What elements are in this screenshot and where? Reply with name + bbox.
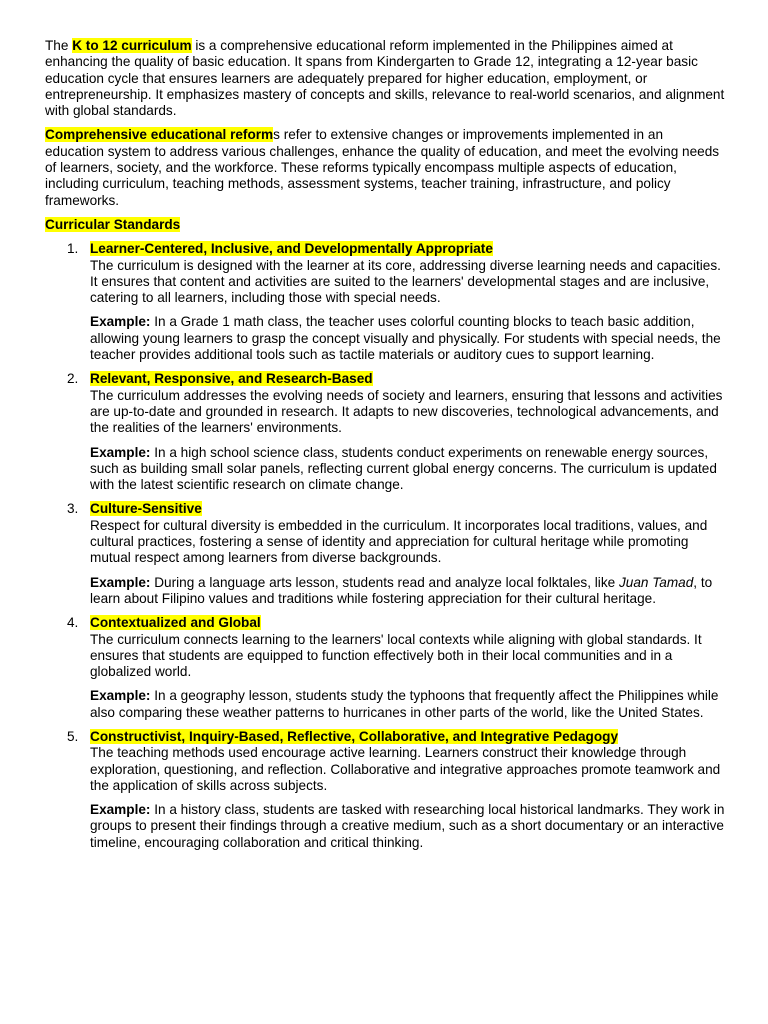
standard-title-text: Constructivist, Inquiry-Based, Reflective, Collaborative, and Integrative Pedagogy — [90, 728, 619, 744]
example-text: In a geography lesson, students study the typhoons that frequently affect the Philippines while also comparing these weather patterns to hurricanes in other parts of the world, like the United States. — [90, 688, 719, 720]
standard-title — [90, 371, 725, 387]
example-label: Example: — [90, 802, 151, 818]
standard-example — [90, 802, 725, 851]
standard-title-text: Culture-Sensitive — [90, 501, 202, 517]
standard-number: 5. — [67, 728, 79, 744]
intro-body: is a comprehensive educational reform implemented in the Philippines aimed at enhancing the quality of basic education. It spans from Kindergarten to Grade 12, integrating a 12-year basic education cycle that ensures learners are adequately prepared for higher education, employment, or entrepreneurship. It emphasizes mastery of concepts and skills, relevance to real-world scenarios, and alignment with global standards. — [45, 38, 725, 119]
standard-number: 3. — [67, 501, 79, 517]
standard-description: The curriculum connects learning to the learners' local contexts while aligning with global standards. It ensures that students are equipped to function effectively both in their local communities and in a globalized world. — [90, 631, 702, 680]
section-heading-text: Curricular Standards — [45, 216, 181, 232]
intro-pre: The — [45, 38, 73, 53]
standard-title-text: Contextualized and Global — [90, 615, 261, 631]
intro-paragraph — [45, 38, 725, 119]
example-label: Example: — [90, 688, 151, 704]
standard-example — [90, 314, 725, 363]
standard-example — [90, 445, 725, 494]
folktale-title: Juan Tamad — [618, 574, 694, 590]
standard-number: 2. — [67, 371, 79, 387]
standard-number: 4. — [67, 615, 79, 631]
standard-title — [90, 729, 725, 745]
reforms-paragraph — [45, 127, 725, 208]
section-heading — [45, 217, 725, 233]
standard-number: 1. — [67, 241, 79, 257]
k12-highlight: K to 12 curriculum — [72, 38, 192, 53]
standard-example — [90, 575, 725, 608]
standards-list — [45, 241, 725, 851]
example-text: In a history class, students are tasked with researching local historical landmarks. They work in groups to present their findings through a creative medium, such as a short documentary or an interactive timeline, encouraging collaboration and critical thinking. — [90, 802, 725, 850]
standard-title — [90, 501, 725, 517]
example-text-pre: During a language arts lesson, students read and analyze local folktales, like — [150, 574, 619, 590]
example-label: Example: — [90, 574, 151, 590]
standard-item — [45, 729, 725, 851]
example-label: Example: — [90, 444, 151, 460]
example-text: In a high school science class, students conduct experiments on renewable energy sources, such as building small solar panels, reflecting current global energy concerns. The curriculum is updated with the latest scientific research on climate change. — [90, 444, 717, 493]
example-label: Example: — [90, 314, 151, 330]
standard-example — [90, 688, 725, 721]
standard-description: The teaching methods used encourage active learning. Learners construct their knowledge through exploration, questioning, and reflection. Collaborative and integrative approaches promote teamwork and the application of skills across subjects. — [90, 745, 721, 793]
standard-item — [45, 371, 725, 493]
standard-description: The curriculum addresses the evolving needs of society and learners, ensuring that lessons and activities are up-to-date and grounded in research. It adapts to new discoveries, technological advancements, and the realities of the learners' environments. — [90, 387, 723, 436]
reforms-body: s refer to extensive changes or improvements implemented in an education system to address various challenges, enhance the quality of education, and meet the evolving needs of learners, society, and the workforce. These reforms typically encompass multiple aspects of education, including curriculum, teaching methods, assessment systems, teacher training, infrastructure, and policy frameworks. — [45, 127, 720, 208]
standard-description: The curriculum is designed with the learner at its core, addressing diverse learning needs and capacities. It ensures that content and activities are suited to the learners' developmental stages and are inclusive, catering to all learners, including those with special needs. — [90, 257, 721, 306]
standard-item — [45, 615, 725, 721]
standard-description: Respect for cultural diversity is embedded in the curriculum. It incorporates local traditions, values, and cultural practices, fostering a sense of identity and appreciation for cultural heritage while promoting mutual respect among learners from diverse backgrounds. — [90, 517, 708, 566]
standard-title — [90, 615, 725, 631]
standard-title — [90, 241, 725, 257]
document-page — [45, 38, 725, 859]
standard-title-text: Learner-Centered, Inclusive, and Developmentally Appropriate — [90, 241, 493, 257]
standard-title-text: Relevant, Responsive, and Research-Based — [90, 371, 373, 387]
standard-item — [45, 241, 725, 363]
example-text-post: , to learn about Filipino values and traditions while fostering appreciation for their cultural heritage. — [90, 574, 713, 606]
standard-item — [45, 501, 725, 607]
example-text: In a Grade 1 math class, the teacher uses colorful counting blocks to teach basic addition, allowing young learners to grasp the concept visually and physically. For students with special needs, the teacher provides additional tools such as tactile materials or auditory cues to support learning. — [90, 314, 721, 363]
reforms-highlight: Comprehensive educational reform — [45, 127, 274, 143]
